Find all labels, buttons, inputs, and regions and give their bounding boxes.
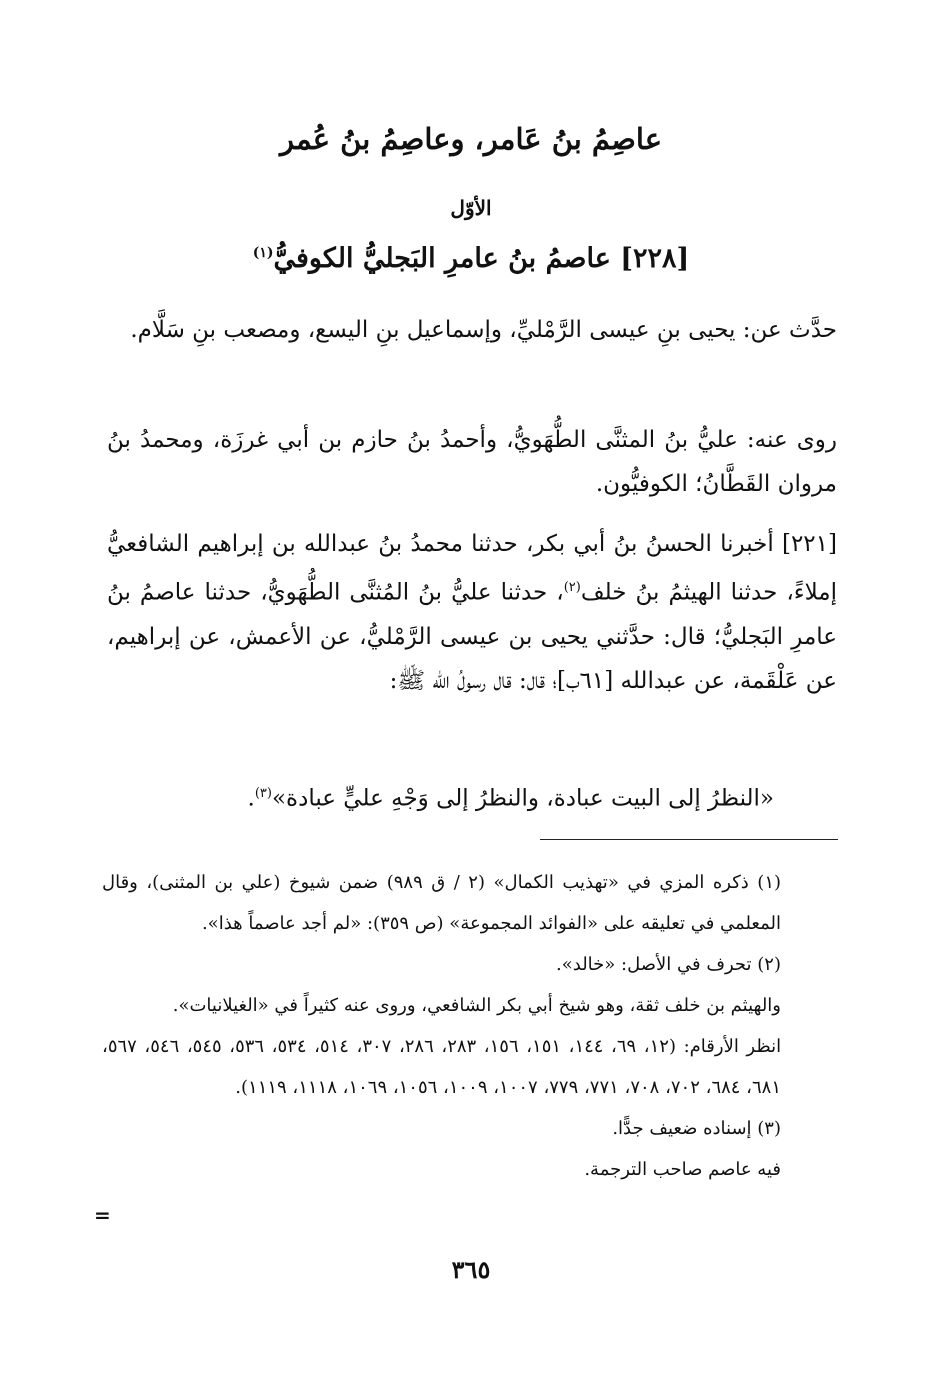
entry-heading-text: [٢٢٨] عاصمُ بنُ عامرِ البَجليُّ الكوفيُّ — [273, 243, 690, 274]
chapter-subtitle: الأوّل — [450, 196, 492, 220]
hadith-chain-paragraph — [107, 522, 837, 703]
footnote-item: (١) ذكره المزي في «تهذيب الكمال» (٢ / ق ٩٨٩) ضمن شيوخ (علي بن المثنى)، وقال المعلمي في تعليقه على «الفوائد المجموعة» (ص ٣٥٩): «لم أجد عاصماً هذا». — [102, 872, 782, 934]
footnote-separator — [540, 839, 838, 840]
continuation-marker: = — [94, 1203, 111, 1227]
page-number: ٣٦٥ — [451, 1255, 491, 1284]
chapter-title: عاصِمُ بنُ عَامر، وعاصِمُ بنُ عُمر — [279, 122, 662, 156]
footnote-item: (٢) تحرف في الأصل: «خالد». — [556, 954, 781, 975]
hadith-text-period: . — [247, 785, 255, 812]
hadith-chain-part-1: [٢٢١] أخبرنا الحسنُ بنُ أبي بكر، حدثنا محمدُ بنُ عبدالله بن إبراهيم الشافعيُّ إملاءً، حدثنا الهيثمُ بنُ خلف — [107, 531, 838, 606]
footnote-item: والهيثم بن خلف ثقة، وهو شيخ أبي بكر الشافعي، وروى عنه كثيراً في «الغيلانيات». — [172, 995, 781, 1016]
entry-heading-footnote-ref: (١) — [252, 245, 274, 261]
hadith-chain-part-2: ، حدثنا عليُّ بنُ المُثنَّى الطُّهَويُّ، حدثنا عاصمُ بنُ عامرِ البَجليُّ؛ قال: حدَّثني يحيى بن عيسى الرَّمْليُّ، عن الأعمش، عن إبراهيم، عن عَلْقَمة، عن عبدالله [٦١ب]؛ قال: قال رسولُ الله ﷺ: — [107, 579, 837, 694]
hadith-text — [134, 774, 774, 819]
hadith-text-footnote-ref: (٣) — [254, 786, 272, 801]
hadith-text-body: «النظرُ إلى البيت عبادة، والنظرُ إلى وَجْهِ عليٍّ عبادة» — [271, 785, 774, 812]
narrated-from-paragraph: حدَّث عن: يحيى بنِ عيسى الرَّمْليِّ، وإسماعيل بنِ اليسع، ومصعب بنِ سَلَّام. — [130, 317, 837, 343]
entry-heading — [0, 243, 942, 274]
footnote-item: فيه عاصم صاحب الترجمة. — [584, 1159, 781, 1180]
footnote-item: (٣) إسناده ضعيف جدًّا. — [612, 1118, 781, 1139]
footnote-item: انظر الأرقام: (١٢، ٦٩، ١٤٤، ١٥١، ١٥٦، ٢٨٣، ٢٨٦، ٣٠٧، ٥١٤، ٥٣٤، ٥٣٦، ٥٤٥، ٥٤٦، ٥٦٧، ٦٨١، ٦٨٤، ٧٠٢، ٧٠٨، ٧٧١، ٧٧٩، ١٠٠٧، ١٠٠٩، ١٠٥٦، ١٠٦٩، ١١١٨، ١١١٩). — [102, 1036, 782, 1098]
hadith-footnote-ref: (٢) — [563, 580, 581, 595]
footnotes-section — [102, 862, 837, 1190]
narrators-paragraph: روى عنه: عليُّ بنُ المثنَّى الطُّهَويُّ، وأحمدُ بنُ حازم بن أبي غرزَة، ومحمدُ بنُ مروان القَطَّانُ؛ الكوفيُّون. — [107, 427, 837, 497]
